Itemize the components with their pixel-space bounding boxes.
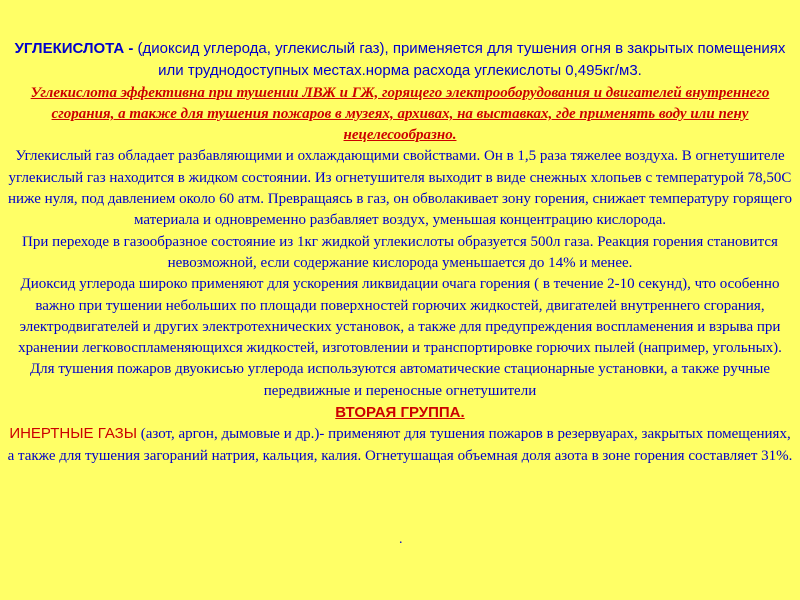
inert-gases-text: (азот, аргон, дымовые и др.)- применяют для тушения пожаров в резервуарах, закрытых помещениях, а также для тушения загораний натрия, кальция, калия. Огнетушащая объемная доля азота в зоне горения составляет 31%.: [7, 426, 793, 464]
co2-gas-transition-paragraph: При переходе в газообразное состояние из 1кг жидкой углекислоты образуется 500л газа. Реакция горения становится невозможной, если содержание кислорода уменьшается до 14% и менее.: [22, 233, 778, 271]
co2-intro-text: (диоксид углерода, углекислый газ), применяется для тушения огня в закрытых помещениях или труднодоступных местах.норма расхода углекислоты 0,495кг/м3.: [137, 40, 786, 80]
inert-gases-title: ИНЕРТНЫЕ ГАЗЫ: [9, 425, 138, 443]
co2-properties-paragraph: Углекислый газ обладает разбавляющими и охлаждающими свойствами. Он в 1,5 раза тяжелее воздуха. В огнетушителе углекислый газ находится в жидком состоянии. Из огнетушителя выходит в виде снежных хлопьев с температурой 78,50С ниже нуля, под давлением около 60 атм. Превращаясь в газ, он обволакивает зону горения, снижает температуру горящего материала и одновременно разбавляет воздух, уменьшая концентрацию кислорода.: [7, 148, 792, 229]
co2-title: УГЛЕКИСЛОТА -: [14, 40, 138, 57]
inert-gases-paragraph: [6, 423, 794, 467]
trailing-dot: .: [399, 532, 403, 547]
co2-effective-paragraph: Углекислота эффективна при тушении ЛВЖ и ГЖ, горящего электрооборудования и двигателей внутреннего сгорания, а также для тушения пожаров в музеях, архивах, на выставках, где применять воду или пену нецелесообразно.: [30, 84, 770, 144]
co2-usage-paragraph: Диоксид углерода широко применяют для ускорения ликвидации очага горения ( в течение 2-10 секунд), что особенно важно при тушении небольших по площади поверхностей горючих жидкостей, двигателей внутреннего сгорания, электродвигателей и других электротехнических установок, а также для предупреждения воспламенения и взрыва при хранении легковоспламеняющихся жидкостей, изготовлении и транспортировке горючих пылей (например, угольных). Для тушения пожаров двуокисью углерода используются автоматические стационарные установки, а также ручные передвижные и переносные огнетушители: [18, 276, 782, 399]
group2-heading: ВТОРАЯ ГРУППА.: [335, 404, 465, 422]
co2-intro-paragraph: [6, 38, 794, 83]
